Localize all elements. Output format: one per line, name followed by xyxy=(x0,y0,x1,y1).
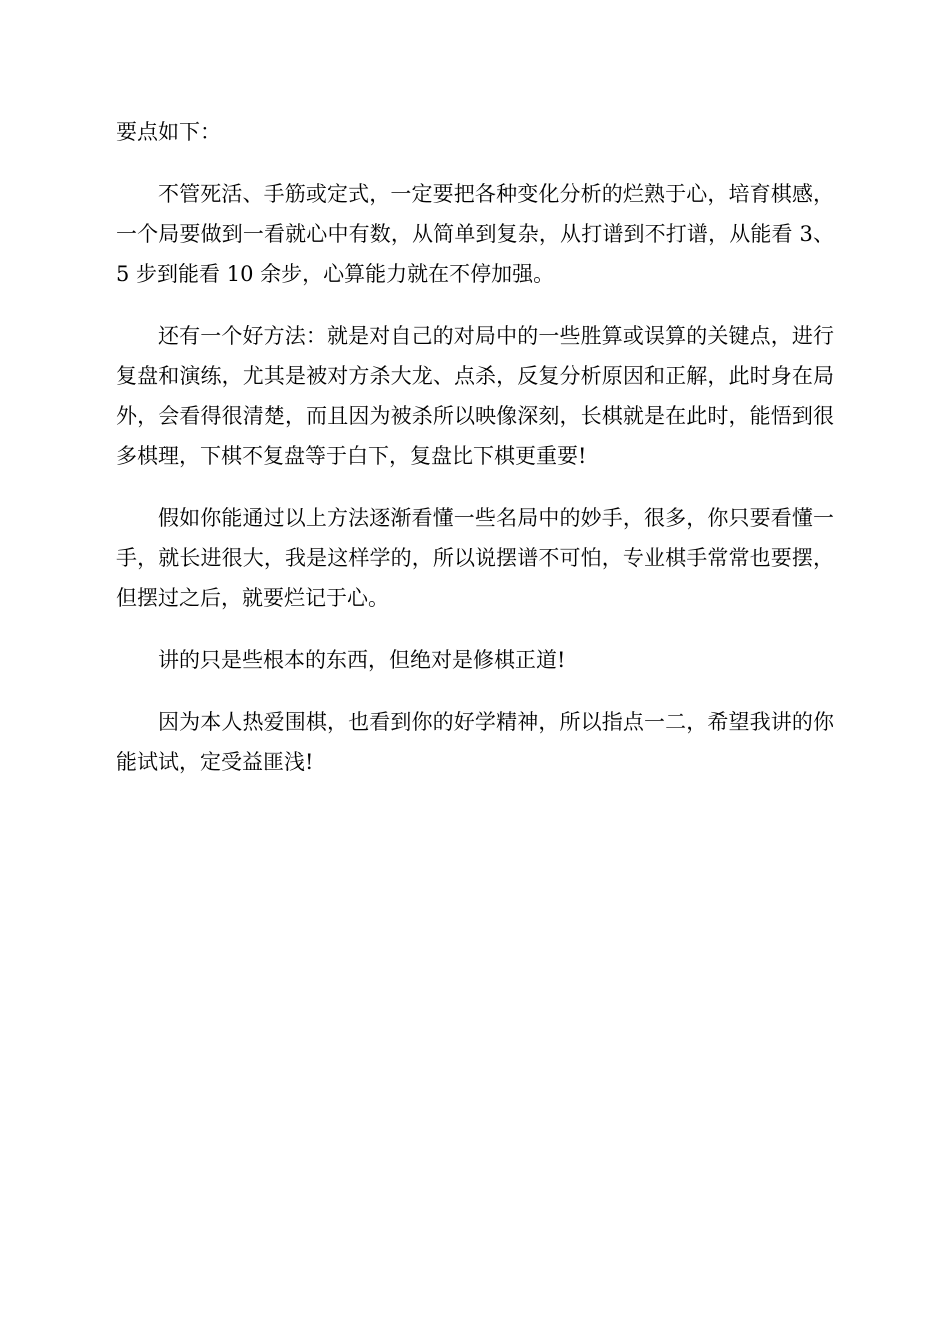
paragraph-3: 假如你能通过以上方法逐渐看懂一些名局中的妙手，很多，你只要看懂一手，就长进很大，我是这样学的，所以说摆谱不可怕，专业棋手常常也要摆，但摆过之后，就要烂记于心。 xyxy=(116,506,834,610)
intro-line: 要点如下： xyxy=(116,120,221,144)
paragraph-2: 还有一个好方法：就是对自己的对局中的一些胜算或误算的关键点，进行复盘和演练，尤其是被对方杀大龙、点杀，反复分析原因和正解，此时身在局外，会看得很清楚，而且因为被杀所以映像深刻，长棋就是在此时，能悟到很多棋理，下棋不复盘等于白下，复盘比下棋更重要! xyxy=(116,324,834,468)
paragraph-4: 讲的只是些根本的东西，但绝对是修棋正道! xyxy=(158,648,566,672)
paragraph-1: 不管死活、手筋或定式，一定要把各种变化分析的烂熟于心，培育棋感，一个局要做到一看就心中有数，从简单到复杂，从打谱到不打谱，从能看 3、5 步到能看 10 余步，心算能力就在不停加强。 xyxy=(116,182,834,286)
document-body xyxy=(116,112,834,804)
paragraph-5: 因为本人热爱围棋，也看到你的好学精神，所以指点一二，希望我讲的你能试试，定受益匪浅! xyxy=(116,710,834,774)
